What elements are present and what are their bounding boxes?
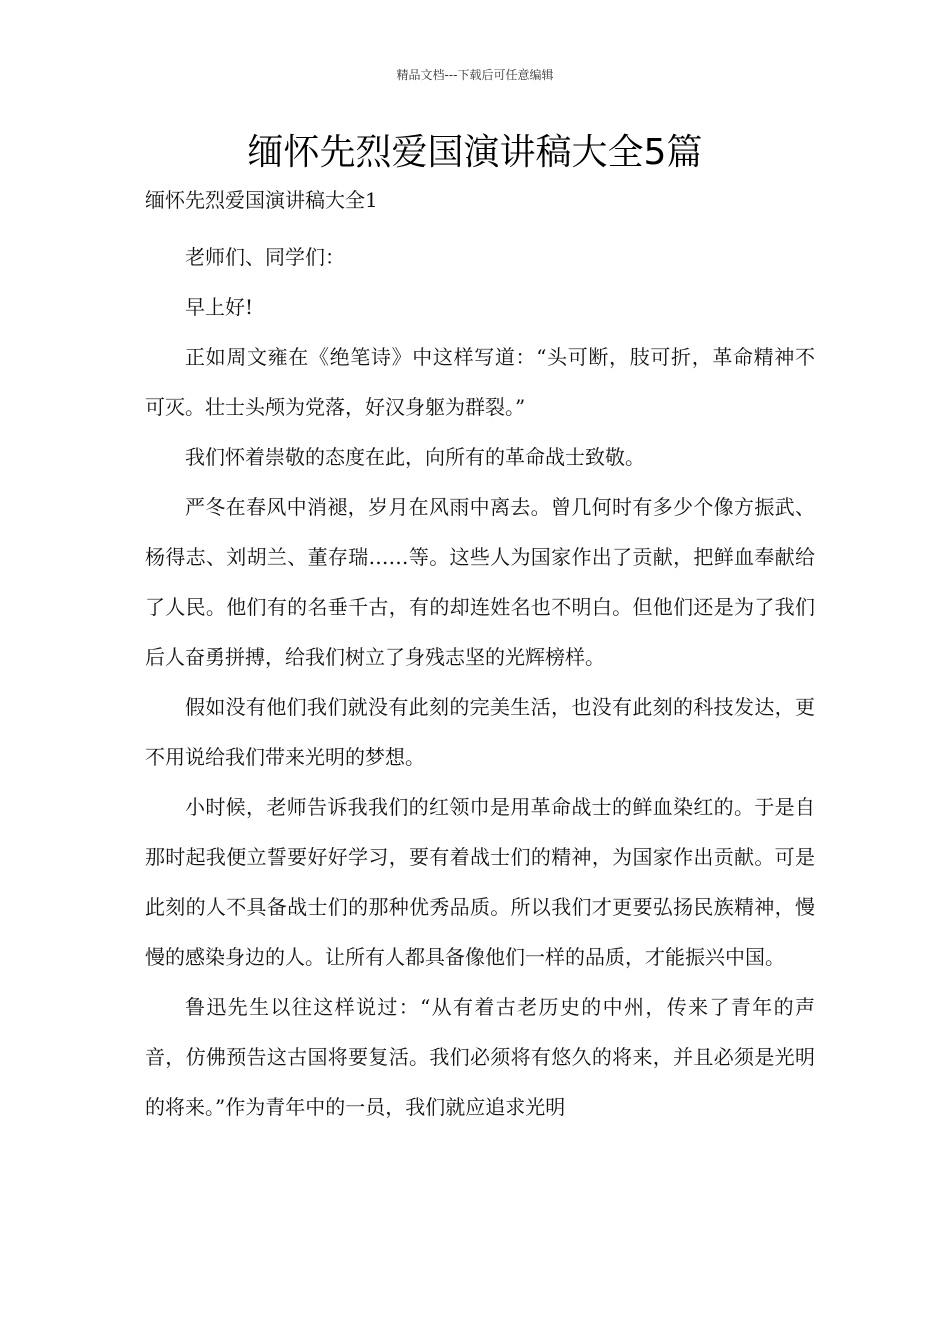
paragraph-morning: 早上好! [185, 295, 254, 319]
paragraph-salute: 我们怀着崇敬的态度在此，向所有的革命战士致敬。 [185, 445, 645, 469]
paragraph-red-scarf: 小时候，老师告诉我我们的红领巾是用革命战士的鲜血染红的。于是自那时起我便立誓要好好学习，要有着战士们的精神，为国家作出贡献。可是此刻的人不具备战士们的那种优秀品质。所以我们才更要弘扬民族精神，慢慢的感染身边的人。让所有人都具备像他们一样的品质，才能振兴中国。 [145, 795, 815, 969]
document-body [145, 180, 815, 1132]
paragraph-heroes: 严冬在春风中消褪，岁月在风雨中离去。曾几何时有多少个像方振武、杨得志、刘胡兰、董存瑞……等。这些人为国家作出了贡献，把鲜血奉献给了人民。他们有的名垂千古，有的却连姓名也不明白。但他们还是为了我们后人奋勇拼搏，给我们树立了身残志坚的光辉榜样。 [145, 495, 815, 669]
paragraph-luxun-quote: 鲁迅先生以往这样说过：“从有着古老历史的中州，传来了青年的声音，仿佛预告这古国将要复活。我们必须将有悠久的将来，并且必须是光明的将来。”作为青年中的一员，我们就应追求光明 [145, 995, 815, 1119]
section-subtitle: 缅怀先烈爱国演讲稿大全1 [145, 188, 378, 212]
paragraph-greeting: 老师们、同学们： [185, 245, 345, 269]
document-title: 缅怀先烈爱国演讲稿大全5篇 [247, 132, 703, 173]
paragraph-poem-quote: 正如周文雍在《绝笔诗》中这样写道：“头可断，肢可折，革命精神不可灭。壮士头颅为党落，好汉身躯为群裂。” [145, 345, 815, 419]
paragraph-life-today: 假如没有他们我们就没有此刻的完美生活，也没有此刻的科技发达，更不用说给我们带来光明的梦想。 [145, 695, 815, 769]
header-note: 精品文档---下载后可任意编辑 [396, 68, 554, 82]
